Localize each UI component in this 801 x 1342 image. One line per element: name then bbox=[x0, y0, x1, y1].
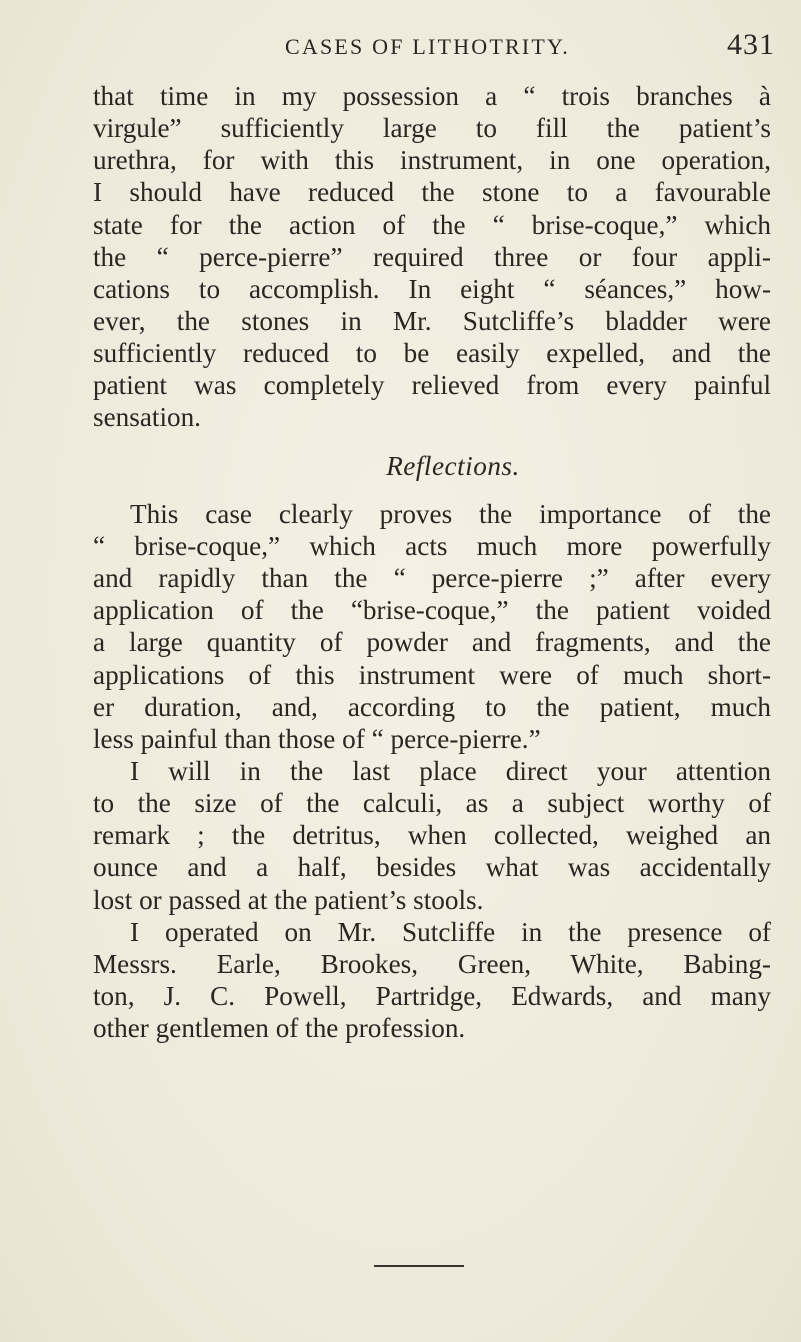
paragraph-reflections-1 bbox=[93, 498, 771, 755]
text-line: I will in the last place direct your attention bbox=[130, 755, 771, 786]
running-head bbox=[0, 28, 801, 68]
text-line: urethra, for with this instrument, in one operation, bbox=[93, 145, 771, 176]
text-line: cations to accomplish. In eight “ séances,” how- bbox=[93, 273, 771, 304]
text-line: I operated on Mr. Sutcliffe in the presence of bbox=[130, 916, 771, 947]
text-line: remark ; the detritus, when collected, weighed an bbox=[93, 820, 771, 851]
text-line: a large quantity of powder and fragments, and the bbox=[93, 627, 771, 658]
text-line: to the size of the calculi, as a subject worthy of bbox=[93, 788, 771, 819]
text-line: virgule” sufficiently large to fill the patient’s bbox=[93, 113, 771, 144]
page-number: 431 bbox=[727, 28, 775, 61]
text-line: “ brise-coque,” which acts much more powerfully bbox=[93, 530, 771, 561]
text-line: This case clearly proves the importance of the bbox=[130, 498, 771, 529]
text-line: less painful than those of “ perce-pierre.” bbox=[93, 723, 541, 754]
text-line: that time in my possession a “ trois branches à bbox=[93, 81, 771, 111]
text-line: sufficiently reduced to be easily expelled, and the bbox=[93, 338, 771, 369]
text-line: applications of this instrument were of much short- bbox=[93, 659, 771, 690]
text-line: lost or passed at the patient’s stools. bbox=[93, 884, 484, 915]
body-text bbox=[93, 80, 771, 1044]
text-line: ever, the stones in Mr. Sutcliffe’s bladder were bbox=[93, 305, 771, 336]
running-title: CASES OF LITHOTRITY. bbox=[285, 34, 571, 59]
text-line: and rapidly than the “ perce-pierre ;” after every bbox=[93, 563, 771, 594]
text-line: sensation. bbox=[93, 402, 201, 433]
text-line: er duration, and, according to the patient, much bbox=[93, 691, 771, 722]
paragraph-reflections-2 bbox=[93, 755, 771, 916]
text-line: the “ perce-pierre” required three or four appli- bbox=[93, 241, 771, 272]
closing-rule bbox=[374, 1265, 464, 1267]
text-line: application of the “brise-coque,” the patient voided bbox=[93, 595, 771, 626]
text-line: other gentlemen of the profession. bbox=[93, 1013, 466, 1044]
text-line: ounce and a half, besides what was accidentally bbox=[93, 852, 771, 883]
paragraph-continuation bbox=[93, 80, 771, 434]
text-line: state for the action of the “ brise-coque,” which bbox=[93, 209, 771, 240]
text-line: I should have reduced the stone to a favourable bbox=[93, 177, 771, 208]
text-line: ton, J. C. Powell, Partridge, Edwards, and many bbox=[93, 980, 771, 1011]
paragraph-reflections-3 bbox=[93, 916, 771, 1045]
section-heading: Reflections. bbox=[386, 450, 520, 481]
text-line: Messrs. Earle, Brookes, Green, White, Babing- bbox=[93, 948, 771, 979]
text-line: patient was completely relieved from every painful bbox=[93, 370, 771, 401]
